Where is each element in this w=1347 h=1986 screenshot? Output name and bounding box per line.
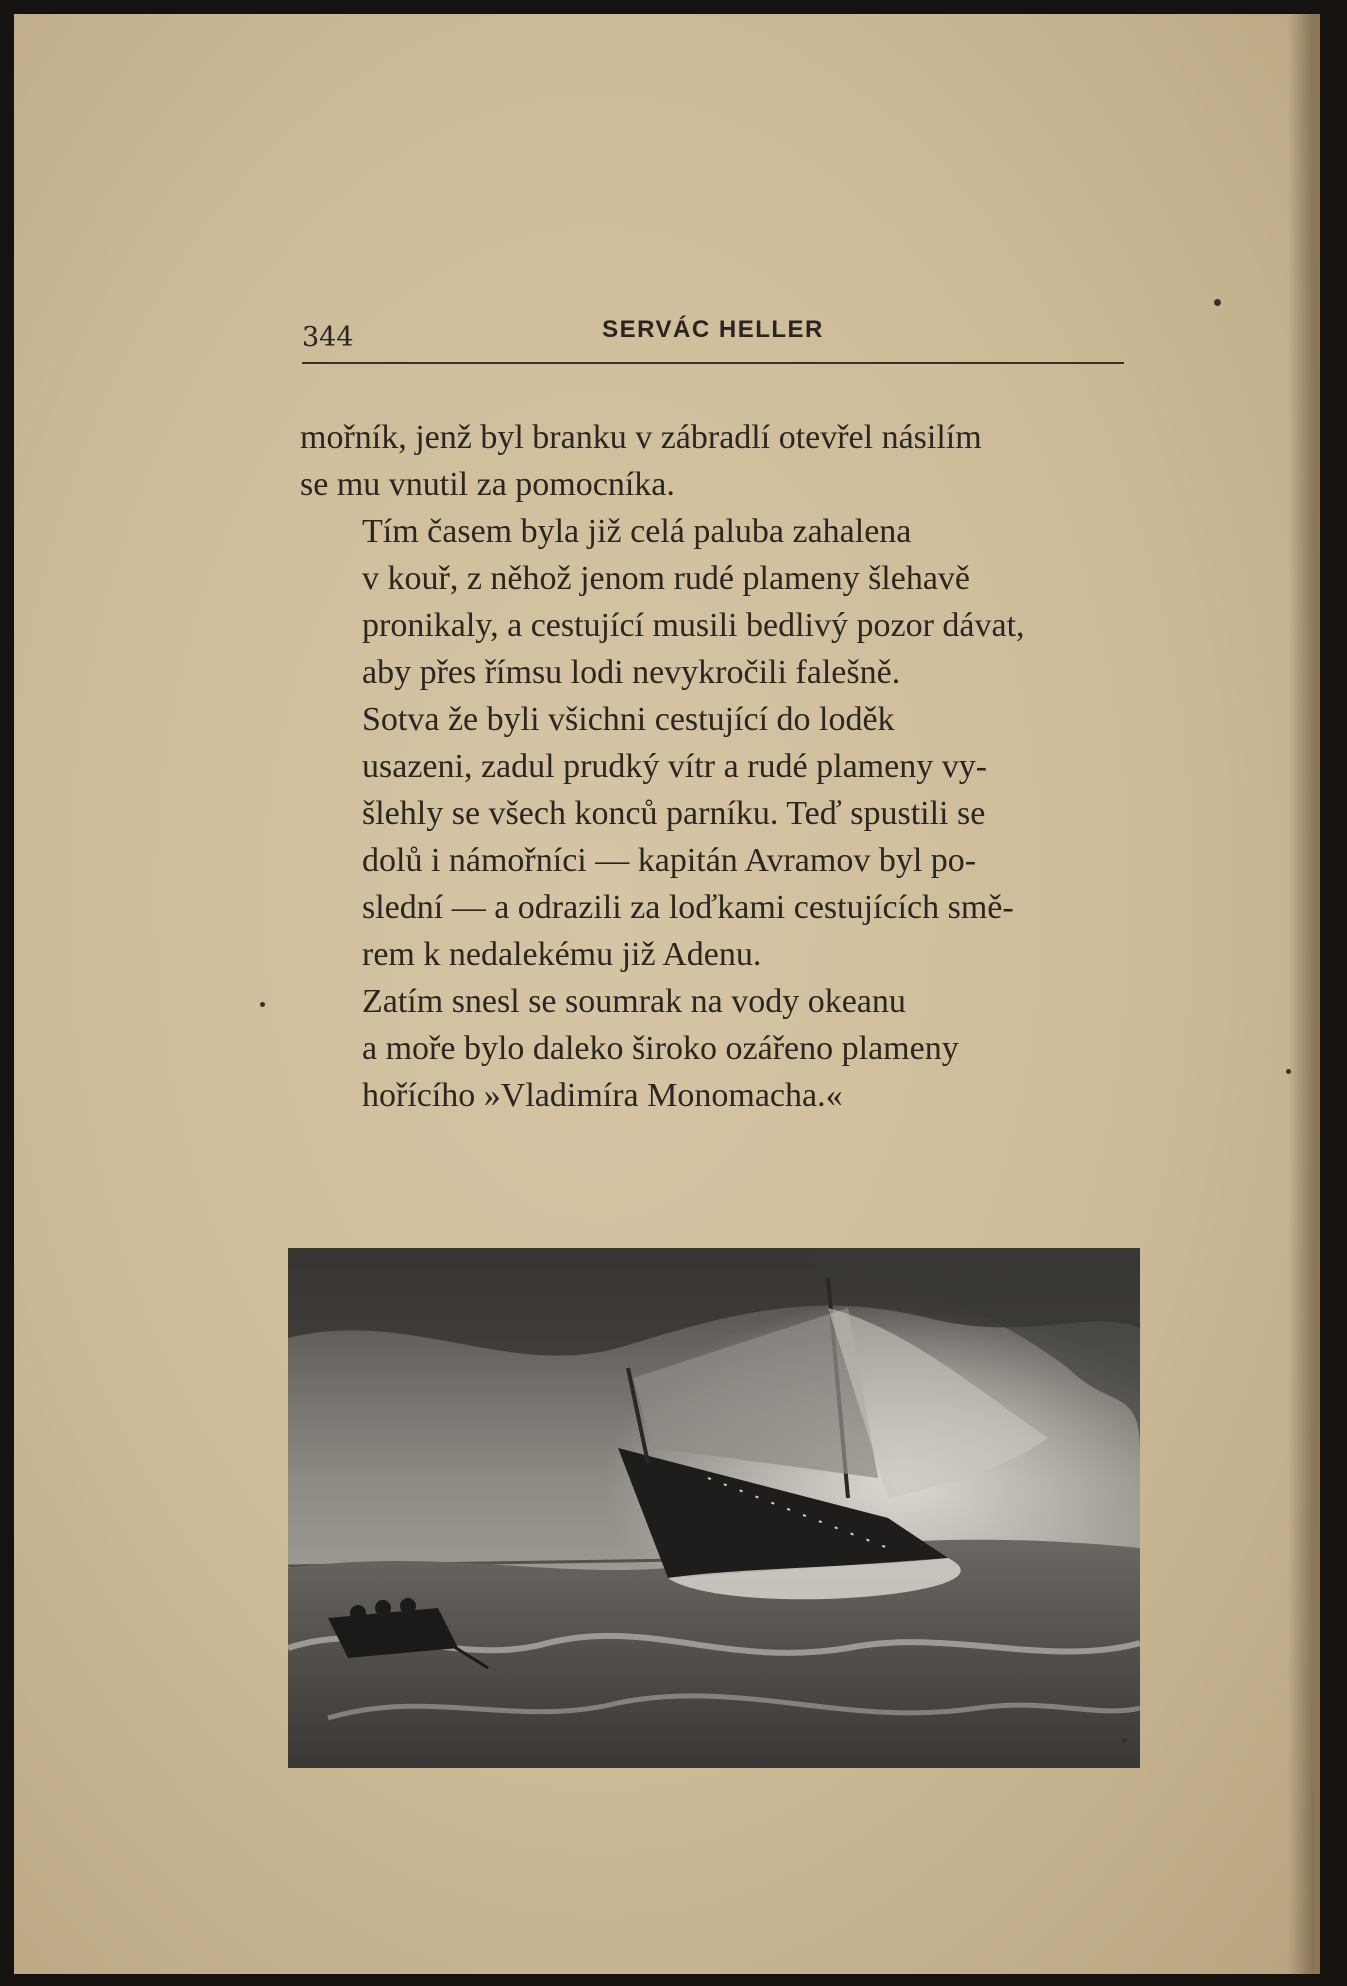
paragraph [300, 414, 1134, 508]
paper-page [14, 14, 1320, 1974]
lifeboat-passenger [375, 1600, 391, 1616]
paragraph [300, 508, 1134, 696]
text-line: Tím časem byla již celá paluba zahalena [362, 513, 912, 550]
body-text [300, 414, 1134, 1119]
running-title: SERVÁC HELLER [602, 316, 824, 343]
text-line: slední — a odrazili za loďkami cestujících smě- [362, 889, 1014, 926]
text-line: pronikaly, a cestující musili bedlivý pozor dávat, [362, 607, 1025, 644]
page-gutter-shadow [1288, 14, 1314, 1974]
text-line: Zatím snesl se soumrak na vody okeanu [362, 983, 906, 1020]
text-line: Sotva že byli všichni cestující do loděk [362, 701, 895, 738]
paper-speck [1214, 299, 1221, 306]
text-line: šlehly se všech konců parníku. Teď spustili se [362, 795, 986, 832]
illustration-drawing [288, 1248, 1140, 1768]
text-line: usazeni, zadul prudký vítr a rudé plameny vy- [362, 748, 988, 785]
ship-illustration [288, 1248, 1140, 1768]
paper-speck [1286, 1069, 1291, 1074]
text-line: a moře bylo daleko široko ozářeno plameny [362, 1030, 959, 1067]
page-header [302, 314, 1124, 364]
lifeboat-passenger [400, 1598, 416, 1614]
paper-speck [1122, 1738, 1127, 1743]
text-line: se mu vnutil za pomocníka. [300, 466, 675, 503]
page-number: 344 [302, 322, 354, 353]
paragraph [300, 696, 1134, 978]
text-line: mořník, jenž byl branku v zábradlí otevřel násilím [300, 419, 982, 456]
paragraph [300, 978, 1134, 1119]
paper-speck [260, 1002, 265, 1007]
text-line: hořícího »Vladimíra Monomacha.« [362, 1077, 843, 1114]
text-line: aby přes římsu lodi nevykročili falešně. [362, 654, 901, 691]
text-line: rem k nedalekému již Adenu. [362, 936, 762, 973]
text-line: dolů i námořníci — kapitán Avramov byl po- [362, 842, 977, 879]
lifeboat-passenger [350, 1605, 366, 1621]
text-line: v kouř, z něhož jenom rudé plameny šlehavě [362, 560, 971, 597]
